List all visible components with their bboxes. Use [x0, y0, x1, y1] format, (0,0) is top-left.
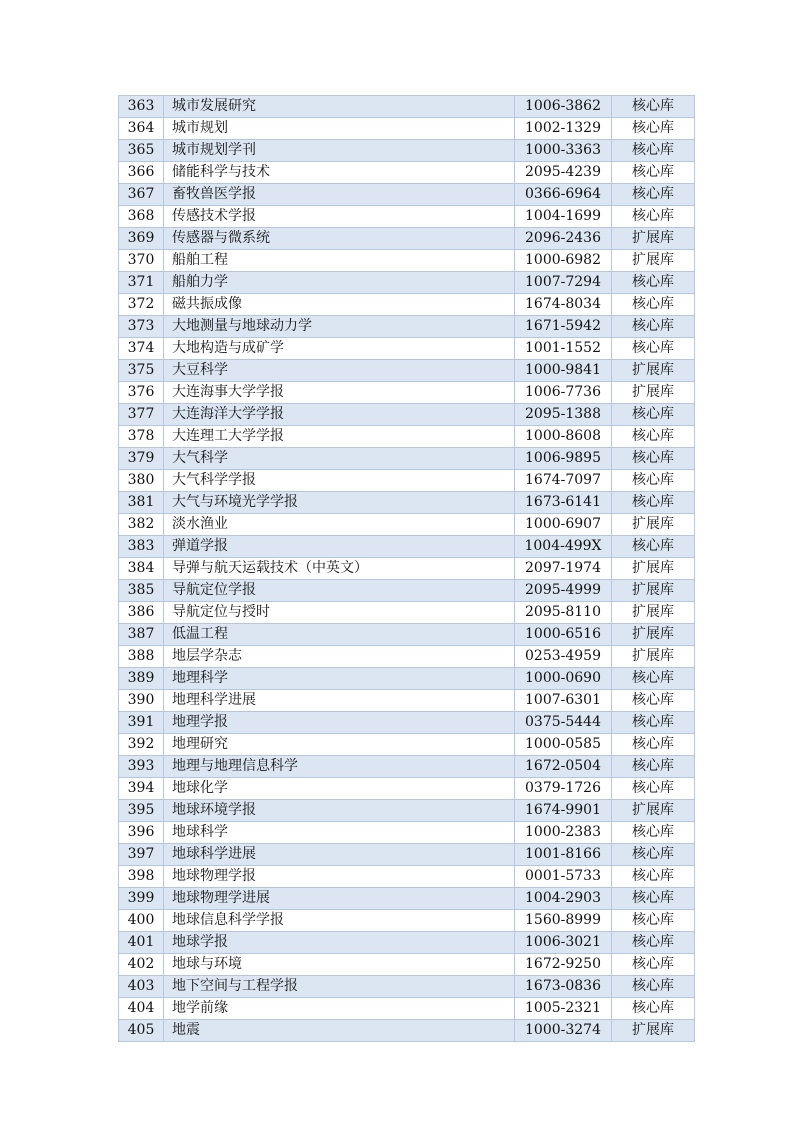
- issn-code: 1674-7097: [515, 470, 612, 492]
- table-row: [119, 976, 695, 998]
- table-row: [119, 492, 695, 514]
- journal-name: 大地测量与地球动力学: [164, 316, 515, 338]
- journal-name: 传感技术学报: [164, 206, 515, 228]
- row-number: 397: [119, 844, 164, 866]
- journal-name: 城市规划学刊: [164, 140, 515, 162]
- library-type: 扩展库: [612, 800, 695, 822]
- journal-name: 大气与环境光学学报: [164, 492, 515, 514]
- journal-name: 船舶力学: [164, 272, 515, 294]
- issn-code: 1001-1552: [515, 338, 612, 360]
- row-number: 372: [119, 294, 164, 316]
- issn-code: 1000-6907: [515, 514, 612, 536]
- library-type: 核心库: [612, 734, 695, 756]
- row-number: 391: [119, 712, 164, 734]
- journal-list-table: [118, 95, 695, 1042]
- library-type: 核心库: [612, 866, 695, 888]
- row-number: 398: [119, 866, 164, 888]
- library-type: 扩展库: [612, 514, 695, 536]
- journal-name: 导航定位学报: [164, 580, 515, 602]
- issn-code: 1001-8166: [515, 844, 612, 866]
- table-row: [119, 800, 695, 822]
- issn-code: 0379-1726: [515, 778, 612, 800]
- journal-name: 大气科学: [164, 448, 515, 470]
- issn-code: 1006-9895: [515, 448, 612, 470]
- row-number: 379: [119, 448, 164, 470]
- row-number: 374: [119, 338, 164, 360]
- journal-name: 地球环境学报: [164, 800, 515, 822]
- table-row: [119, 470, 695, 492]
- table-row: [119, 998, 695, 1020]
- journal-name: 弹道学报: [164, 536, 515, 558]
- table-row: [119, 866, 695, 888]
- table-row: [119, 514, 695, 536]
- journal-name: 地震: [164, 1020, 515, 1042]
- issn-code: 1000-0585: [515, 734, 612, 756]
- library-type: 扩展库: [612, 382, 695, 404]
- journal-name: 地下空间与工程学报: [164, 976, 515, 998]
- row-number: 400: [119, 910, 164, 932]
- table-row: [119, 294, 695, 316]
- table-row: [119, 382, 695, 404]
- table-row: [119, 338, 695, 360]
- issn-code: 0253-4959: [515, 646, 612, 668]
- table-row: [119, 316, 695, 338]
- row-number: 389: [119, 668, 164, 690]
- journal-name: 大连海事大学学报: [164, 382, 515, 404]
- row-number: 368: [119, 206, 164, 228]
- library-type: 核心库: [612, 668, 695, 690]
- row-number: 384: [119, 558, 164, 580]
- issn-code: 1674-8034: [515, 294, 612, 316]
- issn-code: 1000-6516: [515, 624, 612, 646]
- row-number: 382: [119, 514, 164, 536]
- table-row: [119, 140, 695, 162]
- library-type: 扩展库: [612, 580, 695, 602]
- journal-name: 地球学报: [164, 932, 515, 954]
- journal-list-body: [119, 96, 695, 1042]
- issn-code: 1672-0504: [515, 756, 612, 778]
- table-row: [119, 206, 695, 228]
- library-type: 核心库: [612, 536, 695, 558]
- journal-name: 低温工程: [164, 624, 515, 646]
- row-number: 376: [119, 382, 164, 404]
- journal-name: 城市规划: [164, 118, 515, 140]
- library-type: 核心库: [612, 316, 695, 338]
- journal-name: 大连理工大学学报: [164, 426, 515, 448]
- library-type: 核心库: [612, 404, 695, 426]
- row-number: 365: [119, 140, 164, 162]
- library-type: 核心库: [612, 470, 695, 492]
- row-number: 386: [119, 602, 164, 624]
- library-type: 扩展库: [612, 602, 695, 624]
- library-type: 扩展库: [612, 1020, 695, 1042]
- library-type: 核心库: [612, 448, 695, 470]
- row-number: 385: [119, 580, 164, 602]
- table-row: [119, 96, 695, 118]
- library-type: 核心库: [612, 492, 695, 514]
- library-type: 核心库: [612, 888, 695, 910]
- table-row: [119, 646, 695, 668]
- library-type: 核心库: [612, 118, 695, 140]
- row-number: 395: [119, 800, 164, 822]
- journal-name: 地球与环境: [164, 954, 515, 976]
- issn-code: 2095-8110: [515, 602, 612, 624]
- issn-code: 1000-0690: [515, 668, 612, 690]
- library-type: 扩展库: [612, 250, 695, 272]
- row-number: 396: [119, 822, 164, 844]
- issn-code: 1000-3274: [515, 1020, 612, 1042]
- table-row: [119, 822, 695, 844]
- issn-code: 1671-5942: [515, 316, 612, 338]
- table-row: [119, 954, 695, 976]
- journal-name: 储能科学与技术: [164, 162, 515, 184]
- table-row: [119, 426, 695, 448]
- row-number: 402: [119, 954, 164, 976]
- table-row: [119, 272, 695, 294]
- journal-name: 大地构造与成矿学: [164, 338, 515, 360]
- row-number: 404: [119, 998, 164, 1020]
- library-type: 核心库: [612, 426, 695, 448]
- journal-name: 大连海洋大学学报: [164, 404, 515, 426]
- issn-code: 1000-8608: [515, 426, 612, 448]
- row-number: 366: [119, 162, 164, 184]
- journal-name: 地球科学进展: [164, 844, 515, 866]
- table-row: [119, 448, 695, 470]
- table-row: [119, 734, 695, 756]
- issn-code: 2095-1388: [515, 404, 612, 426]
- journal-name: 船舶工程: [164, 250, 515, 272]
- library-type: 扩展库: [612, 228, 695, 250]
- issn-code: 1560-8999: [515, 910, 612, 932]
- issn-code: 1000-3363: [515, 140, 612, 162]
- row-number: 367: [119, 184, 164, 206]
- journal-name: 地球科学: [164, 822, 515, 844]
- journal-name: 畜牧兽医学报: [164, 184, 515, 206]
- table-row: [119, 162, 695, 184]
- table-row: [119, 228, 695, 250]
- library-type: 核心库: [612, 690, 695, 712]
- journal-name: 导弹与航天运载技术（中英文）: [164, 558, 515, 580]
- row-number: 373: [119, 316, 164, 338]
- journal-name: 地理科学: [164, 668, 515, 690]
- row-number: 390: [119, 690, 164, 712]
- issn-code: 1004-499X: [515, 536, 612, 558]
- row-number: 363: [119, 96, 164, 118]
- row-number: 394: [119, 778, 164, 800]
- row-number: 369: [119, 228, 164, 250]
- issn-code: 1004-1699: [515, 206, 612, 228]
- row-number: 405: [119, 1020, 164, 1042]
- table-row: [119, 844, 695, 866]
- library-type: 核心库: [612, 140, 695, 162]
- library-type: 核心库: [612, 844, 695, 866]
- row-number: 401: [119, 932, 164, 954]
- row-number: 388: [119, 646, 164, 668]
- row-number: 364: [119, 118, 164, 140]
- table-row: [119, 558, 695, 580]
- journal-name: 城市发展研究: [164, 96, 515, 118]
- library-type: 核心库: [612, 272, 695, 294]
- journal-name: 地球化学: [164, 778, 515, 800]
- table-row: [119, 690, 695, 712]
- issn-code: 2096-2436: [515, 228, 612, 250]
- library-type: 扩展库: [612, 646, 695, 668]
- library-type: 核心库: [612, 712, 695, 734]
- row-number: 399: [119, 888, 164, 910]
- library-type: 核心库: [612, 338, 695, 360]
- issn-code: 1000-9841: [515, 360, 612, 382]
- table-row: [119, 184, 695, 206]
- issn-code: 1673-0836: [515, 976, 612, 998]
- library-type: 核心库: [612, 96, 695, 118]
- issn-code: 1674-9901: [515, 800, 612, 822]
- issn-code: 1006-3021: [515, 932, 612, 954]
- issn-code: 1002-1329: [515, 118, 612, 140]
- row-number: 381: [119, 492, 164, 514]
- row-number: 392: [119, 734, 164, 756]
- library-type: 扩展库: [612, 558, 695, 580]
- journal-name: 地理学报: [164, 712, 515, 734]
- library-type: 核心库: [612, 162, 695, 184]
- issn-code: 2095-4999: [515, 580, 612, 602]
- issn-code: 2095-4239: [515, 162, 612, 184]
- library-type: 核心库: [612, 756, 695, 778]
- library-type: 核心库: [612, 954, 695, 976]
- issn-code: 1673-6141: [515, 492, 612, 514]
- library-type: 核心库: [612, 778, 695, 800]
- table-row: [119, 580, 695, 602]
- table-row: [119, 910, 695, 932]
- library-type: 核心库: [612, 910, 695, 932]
- issn-code: 1006-7736: [515, 382, 612, 404]
- journal-name: 地理与地理信息科学: [164, 756, 515, 778]
- row-number: 387: [119, 624, 164, 646]
- table-row: [119, 624, 695, 646]
- issn-code: 0001-5733: [515, 866, 612, 888]
- row-number: 371: [119, 272, 164, 294]
- issn-code: 1672-9250: [515, 954, 612, 976]
- row-number: 383: [119, 536, 164, 558]
- library-type: 核心库: [612, 206, 695, 228]
- issn-code: 1000-6982: [515, 250, 612, 272]
- journal-name: 传感器与微系统: [164, 228, 515, 250]
- row-number: 380: [119, 470, 164, 492]
- table-row: [119, 1020, 695, 1042]
- table-row: [119, 932, 695, 954]
- issn-code: 0366-6964: [515, 184, 612, 206]
- table-row: [119, 360, 695, 382]
- row-number: 370: [119, 250, 164, 272]
- library-type: 核心库: [612, 822, 695, 844]
- journal-name: 地层学杂志: [164, 646, 515, 668]
- table-row: [119, 888, 695, 910]
- issn-code: 1007-7294: [515, 272, 612, 294]
- library-type: 核心库: [612, 294, 695, 316]
- library-type: 核心库: [612, 932, 695, 954]
- table-row: [119, 602, 695, 624]
- journal-name: 地球物理学报: [164, 866, 515, 888]
- issn-code: 0375-5444: [515, 712, 612, 734]
- journal-name: 地球物理学进展: [164, 888, 515, 910]
- journal-name: 地球信息科学学报: [164, 910, 515, 932]
- library-type: 扩展库: [612, 360, 695, 382]
- journal-name: 磁共振成像: [164, 294, 515, 316]
- table-row: [119, 668, 695, 690]
- library-type: 核心库: [612, 998, 695, 1020]
- row-number: 377: [119, 404, 164, 426]
- table-row: [119, 404, 695, 426]
- journal-name: 大豆科学: [164, 360, 515, 382]
- issn-code: 1000-2383: [515, 822, 612, 844]
- issn-code: 1004-2903: [515, 888, 612, 910]
- journal-name: 地理科学进展: [164, 690, 515, 712]
- issn-code: 1005-2321: [515, 998, 612, 1020]
- table-row: [119, 536, 695, 558]
- row-number: 403: [119, 976, 164, 998]
- issn-code: 1007-6301: [515, 690, 612, 712]
- journal-name: 地学前缘: [164, 998, 515, 1020]
- library-type: 核心库: [612, 184, 695, 206]
- table-row: [119, 756, 695, 778]
- issn-code: 2097-1974: [515, 558, 612, 580]
- journal-name: 导航定位与授时: [164, 602, 515, 624]
- journal-name: 大气科学学报: [164, 470, 515, 492]
- row-number: 375: [119, 360, 164, 382]
- table-row: [119, 118, 695, 140]
- library-type: 核心库: [612, 976, 695, 998]
- row-number: 393: [119, 756, 164, 778]
- table-row: [119, 712, 695, 734]
- issn-code: 1006-3862: [515, 96, 612, 118]
- table-row: [119, 778, 695, 800]
- table-row: [119, 250, 695, 272]
- library-type: 扩展库: [612, 624, 695, 646]
- journal-name: 淡水渔业: [164, 514, 515, 536]
- row-number: 378: [119, 426, 164, 448]
- journal-name: 地理研究: [164, 734, 515, 756]
